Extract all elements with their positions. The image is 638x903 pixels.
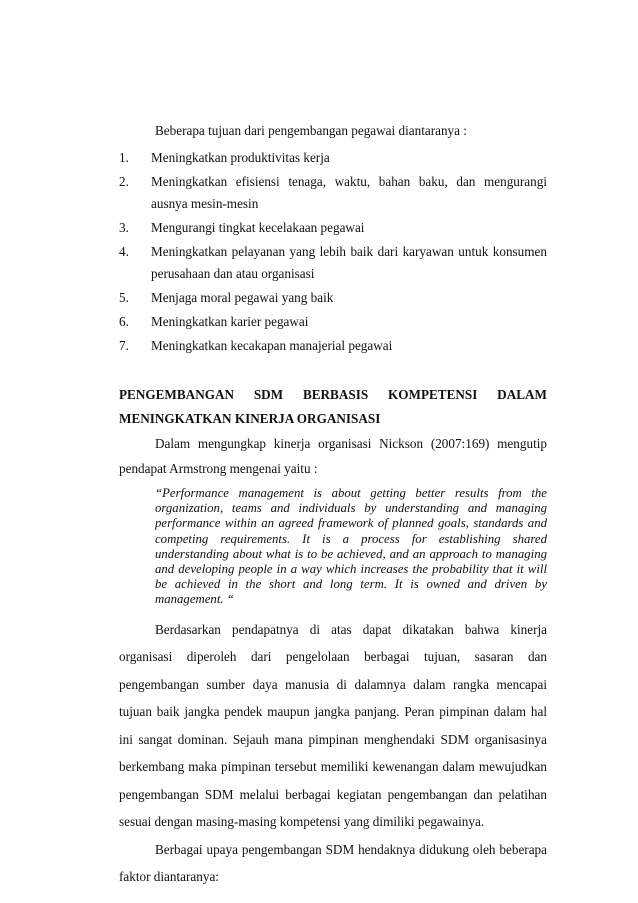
list-text: Meningkatkan efisiensi tenaga, waktu, bahan baku, dan mengurangi ausnya mesin-mesin [151, 174, 547, 211]
goals-list [119, 147, 547, 357]
list-item [119, 287, 547, 309]
list-number: 7. [119, 338, 129, 353]
list-number: 4. [119, 244, 129, 259]
list-item [119, 311, 547, 333]
list-item [119, 147, 547, 169]
section-heading-line1: PENGEMBANGAN SDM BERBASIS KOMPETENSI DALAM [119, 387, 547, 402]
section-heading-line2: MENINGKATKAN KINERJA ORGANISASI [119, 411, 381, 426]
list-text: Menjaga moral pegawai yang baik [151, 290, 334, 305]
list-text: Meningkatkan produktivitas kerja [151, 150, 330, 165]
list-text: Meningkatkan karier pegawai [151, 314, 309, 329]
body-paragraph-1: Berdasarkan pendapatnya di atas dapat dikatakan bahwa kinerja organisasi diperoleh dari pengelolaan berbagai tujuan, sasaran dan pengembangan sumber daya manusia di dalamnya dalam rangka mencapai tujuan baik jangka pendek maupun jangka panjang. Peran pimpinan dalam hal ini sangat dominan. Sejauh mana pimpinan menghendaki SDM organisasinya berkembang maka pimpinan tersebut memiliki kewenangan dalam mewujudkan pengembangan SDM melalui berbagai kegiatan pengembangan dan pelatihan sesuai dengan masing-masing kompetensi yang dimiliki pegawainya. [119, 621, 547, 830]
list-number: 5. [119, 290, 129, 305]
intro-paragraph: Beberapa tujuan dari pengembangan pegawai diantaranya : [155, 123, 467, 138]
document-page [119, 118, 547, 891]
block-quote: “Performance management is about getting better results from the organization, teams and individuals by understanding and managing performance within an agreed framework of planned goals, standards and competing requirements. It is a process for establishing shared understanding about what is to be achieved, and an approach to managing and developing people in a way which increases the probability that it will be achieved in the short and long term. It is owned and driven by management. “ [155, 486, 547, 607]
list-item [119, 217, 547, 239]
list-item [119, 335, 547, 357]
list-number: 6. [119, 314, 129, 329]
list-number: 1. [119, 150, 129, 165]
list-text: Meningkatkan kecakapan manajerial pegawai [151, 338, 393, 353]
list-item [119, 241, 547, 285]
list-text: Mengurangi tingkat kecelakaan pegawai [151, 220, 365, 235]
list-number: 3. [119, 220, 129, 235]
list-item [119, 171, 547, 215]
list-number: 2. [119, 174, 129, 189]
body-paragraph-2: Berbagai upaya pengembangan SDM hendaknya didukung oleh beberapa faktor diantaranya: [119, 841, 547, 885]
section-intro-paragraph: Dalam mengungkap kinerja organisasi Nickson (2007:169) mengutip pendapat Armstrong mengenai yaitu : [119, 436, 547, 476]
list-text: Meningkatkan pelayanan yang lebih baik dari karyawan untuk konsumen perusahaan dan atau organisasi [151, 244, 547, 281]
body-paragraphs [119, 616, 547, 891]
